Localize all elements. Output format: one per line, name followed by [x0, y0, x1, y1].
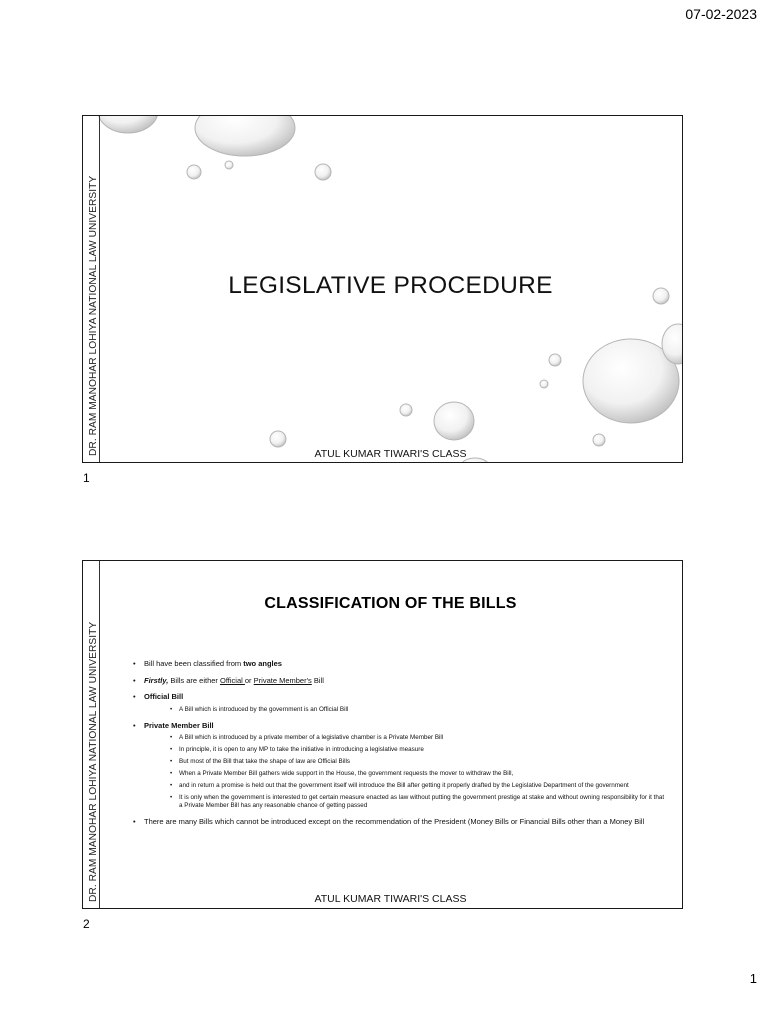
- slide-footer: ATUL KUMAR TIWARI'S CLASS: [314, 448, 467, 460]
- bullet-classification: • Bill have been classified from two angles: [133, 659, 668, 669]
- date-header: 07-02-2023: [685, 6, 757, 22]
- sub-bullet: • It is only when the government is interested to get certain measure enacted as law without putting the government prestige at stake and without owning responsibility for it that a Private Member Bill has any reasonable chance of getting passed: [144, 794, 668, 810]
- university-sidebar: [83, 561, 100, 908]
- sub-bullet: • In principle, it is open to any MP to take the initiative in introducing a legislative measure: [144, 746, 668, 754]
- sub-bullet: • A Bill which is introduced by the government is an Official Bill: [144, 706, 668, 714]
- slide-content: [133, 659, 668, 834]
- university-sidebar: [83, 116, 100, 462]
- page-number: 1: [749, 971, 757, 986]
- slide-1: [82, 115, 683, 463]
- slide-number: 2: [83, 917, 90, 931]
- slide-footer: ATUL KUMAR TIWARI'S CLASS: [314, 893, 467, 905]
- sub-bullet: • When a Private Member Bill gathers wide support in the House, the government requests the mover to withdraw the Bill,: [144, 770, 668, 778]
- slide-title: CLASSIFICATION OF THE BILLS: [264, 595, 517, 612]
- sub-bullet: • A Bill which is introduced by a private member of a legislative chamber is a Private Member Bill: [144, 734, 668, 742]
- university-name: DR. RAM MANOHAR LOHIYA NATIONAL LAW UNIVERSITY: [88, 175, 99, 456]
- bullet-firstly: • Firstly, Bills are either Official or Private Member's Bill: [133, 676, 668, 686]
- sub-bullet: • But most of the Bill that take the shape of law are Official Bills: [144, 758, 668, 766]
- university-name: DR. RAM MANOHAR LOHIYA NATIONAL LAW UNIVERSITY: [88, 621, 99, 902]
- slide-number: 1: [83, 471, 90, 485]
- bullet-private-member-bill: • Private Member Bill • A Bill which is introduced by a private member of a legislative chamber is a Private Member Bill • In principle, it is open to any MP to take the initiative in introducing a legislative measure • But most of the Bill that take the shape of law are Official Bills • When a Private Member Bill gathers wide support in the House, the government requests the mover to withdraw the Bill, • and in return a promise is held out that the government itself will introduce the Bill after getting it properly drafted by the Legislative Department of the government • It is only when the government is interested to get certain measure enacted as law without putting the government prestige at stake and without owning responsibility for it that a Private Member Bill has any reasonable chance of getting passed: [133, 721, 668, 811]
- bullet-official-bill: • Official Bill • A Bill which is introduced by the government is an Official Bill: [133, 692, 668, 714]
- bullet-president-recommendation: • There are many Bills which cannot be introduced except on the recommendation of the President (Money Bills or Financial Bills other than a Money Bill: [133, 817, 668, 827]
- slide-2: [82, 560, 683, 909]
- slide-title: LEGISLATIVE PROCEDURE: [228, 272, 553, 299]
- sub-bullet: • and in return a promise is held out that the government itself will introduce the Bill after getting it properly drafted by the Legislative Department of the government: [144, 782, 668, 790]
